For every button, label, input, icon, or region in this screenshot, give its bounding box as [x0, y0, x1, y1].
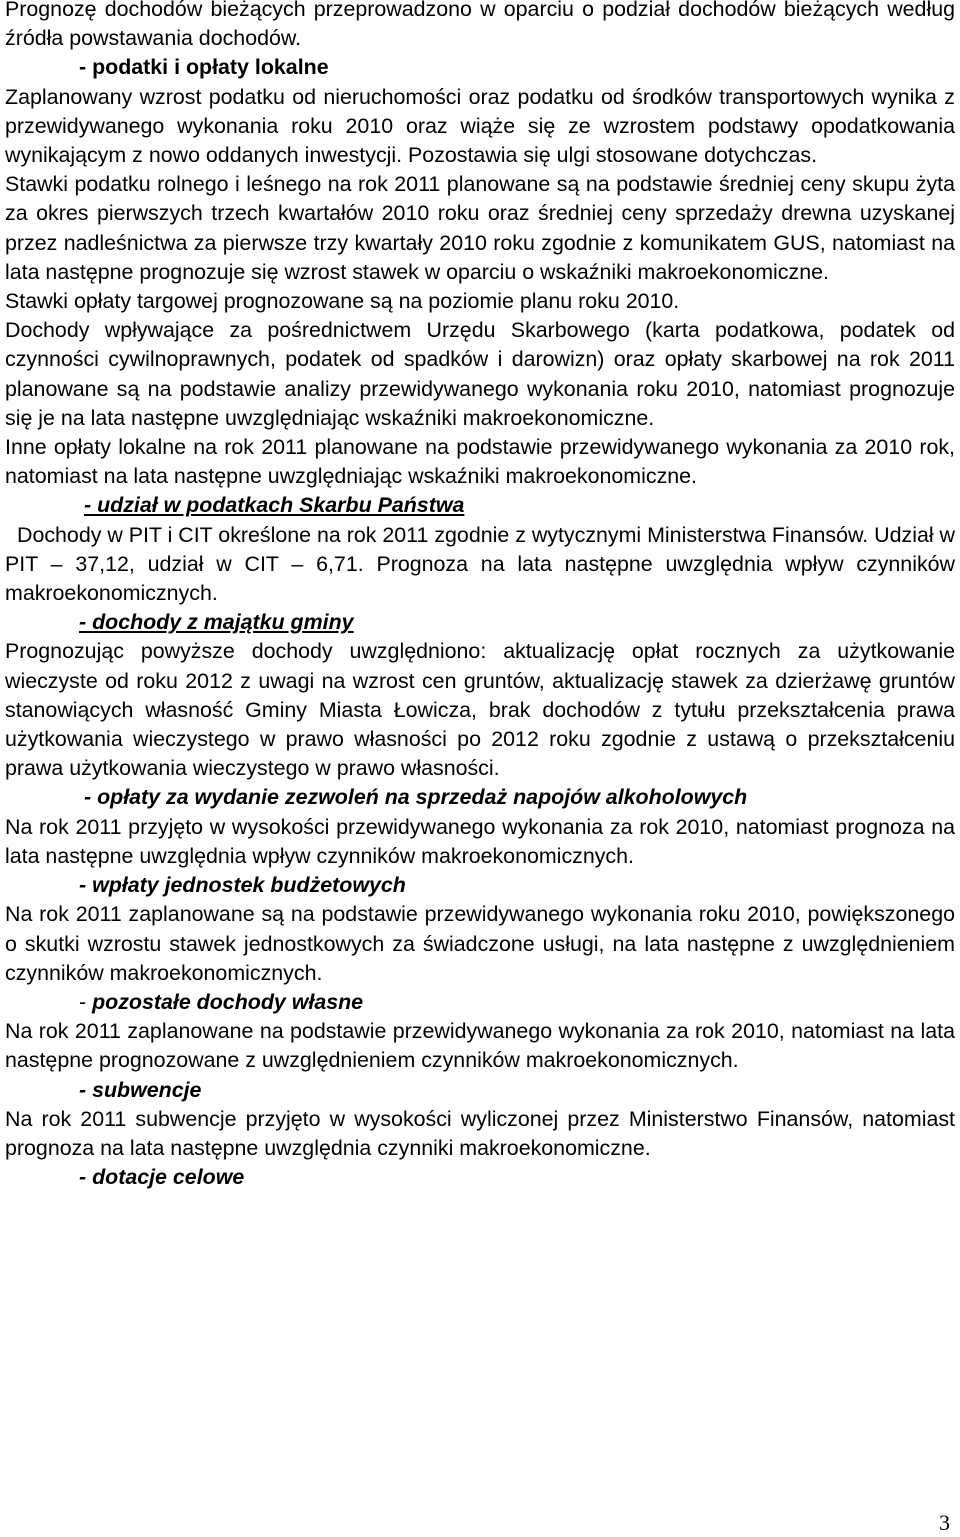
heading-alcohol-permit-fees: - opłaty za wydanie zezwoleń na sprzedaż napojów alkoholowych	[84, 785, 748, 810]
paragraph-other-local-fees: Inne opłaty lokalne na rok 2011 planowane na podstawie przewidywanego wykonania za 2010 rok, natomiast na lata następne uwzględniając wskaźniki makroekonomiczne.	[5, 435, 955, 489]
heading-municipal-property-income: - dochody z majątku gminy	[79, 610, 354, 635]
heading-other-own-income	[5, 988, 955, 1017]
heading-taxes-local-fees: - podatki i opłaty lokalne	[79, 55, 329, 80]
paragraph-municipal-property: Prognozując powyższe dochody uwzględniono: aktualizację opłat rocznych za użytkowanie wieczyste od roku 2012 z uwagi na wzrost cen gruntów, aktualizację stawek za dzierżawę gruntów stanowiących własność Gminy Miasta Łowicza, brak dochodów z tytułu przekształcenia prawa użytkowania wieczystego w prawo własności po 2012 roku zgodnie z ustawą o przekształceniu prawa użytkowania wieczystego w prawo własności.	[5, 639, 955, 781]
paragraph-other-own-income: Na rok 2011 zaplanowane na podstawie przewidywanego wykonania za rok 2010, natomiast na lata następne prognozowane z uwzględnieniem czynników makroekonomicznych.	[5, 1019, 955, 1073]
page-number: 3	[939, 1510, 950, 1535]
heading-state-tax-share: - udział w podatkach Skarbu Państwa	[84, 493, 465, 518]
text-column	[5, 0, 955, 1192]
heading-dash: -	[79, 989, 93, 1014]
paragraph-subsidies: Na rok 2011 subwencje przyjęto w wysokości wyliczonej przez Ministerstwo Finansów, natomiast prognoza na lata następne uwzględnia czynniki makroekonomiczne.	[5, 1106, 955, 1160]
paragraph-tax-office-income: Dochody wpływające za pośrednictwem Urzędu Skarbowego (karta podatkowa, podatek od czynności cywilnoprawnych, podatek od spadków i darowizn) oraz opłaty skarbowej na rok 2011 planowane są na podstawie analizy przewidywanego wykonania roku 2010, natomiast prognozuje się je na lata następne uwzględniając wskaźniki makroekonomiczne.	[5, 318, 955, 430]
paragraph-pit-cit: Dochody w PIT i CIT określone na rok 2011 zgodnie z wytycznymi Ministerstwa Finansów. Udział w PIT – 37,12, udział w CIT – 6,71. Prognoza na lata następne uwzględnia wpływ czynników makroekonomicznych.	[5, 522, 956, 606]
paragraph-property-tax: Zaplanowany wzrost podatku od nieruchomości oraz podatku od środków transportowych wynika z przewidywanego wykonania roku 2010 oraz wiąże się ze wzrostem podstawy opodatkowania wynikającym z nowo oddanych inwestycji. Pozostawia się ulgi stosowane dotychczas.	[5, 84, 955, 168]
paragraph-budget-units: Na rok 2011 zaplanowane są na podstawie przewidywanego wykonania roku 2010, powiększonego o skutki wzrostu stawek jednostkowych za świadczone usługi, na lata następne z uwzględnieniem czynników makroekonomicznych.	[5, 902, 955, 985]
paragraph-market-fee: Stawki opłaty targowej prognozowane są na poziomie planu roku 2010.	[5, 289, 680, 314]
heading-budget-unit-payments: - wpłaty jednostek budżetowych	[79, 873, 406, 898]
heading-other-own-income-label: pozostałe dochody własne	[92, 989, 364, 1014]
heading-subsidies: - subwencje	[79, 1077, 202, 1102]
heading-targeted-grants: - dotacje celowe	[79, 1165, 245, 1190]
intro-paragraph: Prognozę dochodów bieżących przeprowadzono w oparciu o podział dochodów bieżących według źródła powstawania dochodów.	[5, 0, 955, 51]
paragraph-alcohol-permits: Na rok 2011 przyjęto w wysokości przewidywanego wykonania za rok 2010, natomiast prognoza na lata następne uwzględnia wpływ czynników makroekonomicznych.	[5, 814, 955, 868]
paragraph-agricultural-tax: Stawki podatku rolnego i leśnego na rok 2011 planowane są na podstawie średniej ceny skupu żyta za okres pierwszych trzech kwartałów 2010 roku oraz średniej ceny sprzedaży drewna uzyskanej przez nadleśnictwa za pierwsze trzy kwartały 2010 roku zgodnie z komunikatem GUS, natomiast na lata następne prognozuje się wzrost stawek w oparciu o wskaźniki makroekonomiczne.	[5, 172, 955, 284]
